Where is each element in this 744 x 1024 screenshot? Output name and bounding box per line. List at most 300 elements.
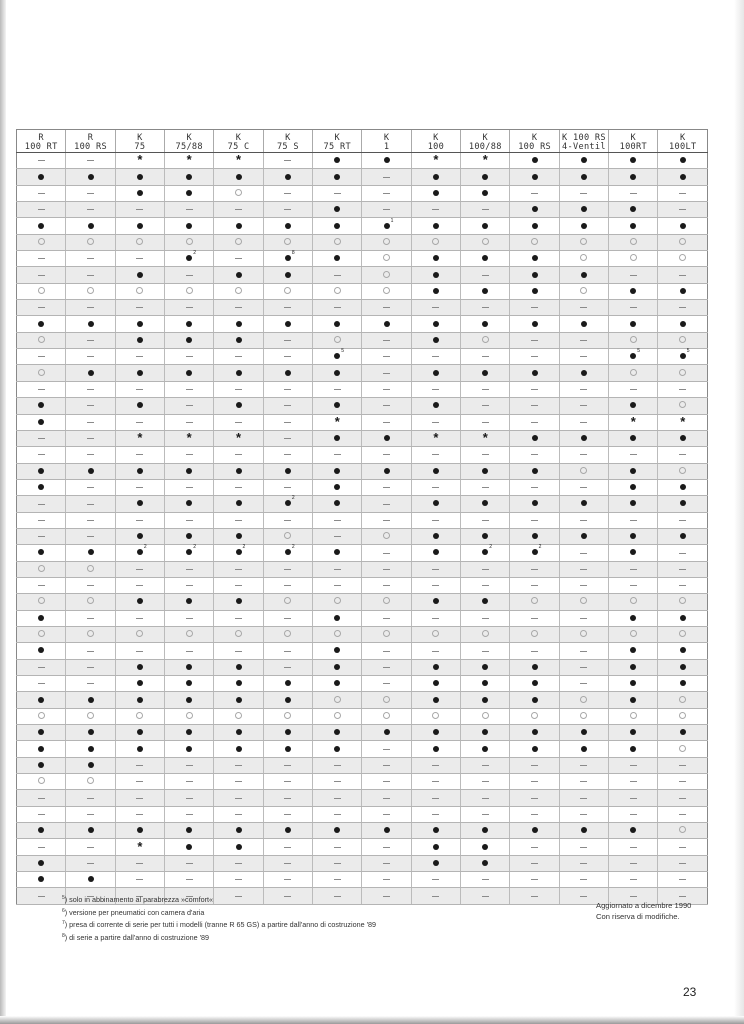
table-cell: [609, 430, 658, 446]
ring-mark: [38, 287, 45, 294]
table-cell: [362, 577, 411, 593]
dash-mark: [482, 585, 489, 586]
table-cell: [165, 610, 214, 626]
dash-mark: [580, 585, 587, 586]
table-cell: [362, 185, 411, 201]
dot-mark: [88, 549, 94, 555]
table-cell: [66, 790, 115, 806]
table-cell: [609, 659, 658, 675]
table-cell: [214, 594, 263, 610]
dash-mark: [383, 814, 390, 815]
dot-mark: [482, 321, 488, 327]
dash-mark: [580, 651, 587, 652]
table-row: [17, 872, 708, 888]
dot-mark: [285, 223, 291, 229]
ring-mark: [679, 597, 686, 604]
dash-mark: [630, 389, 637, 390]
dash-mark: [235, 863, 242, 864]
table-cell: [362, 153, 411, 169]
table-cell: [115, 316, 164, 332]
dash-mark: [482, 651, 489, 652]
table-cell: [313, 169, 362, 185]
ring-mark: [580, 696, 587, 703]
table-cell: [362, 512, 411, 528]
dash-mark: [284, 307, 291, 308]
dash-mark: [432, 209, 439, 210]
table-cell: [362, 349, 411, 365]
table-cell: [510, 594, 559, 610]
table-cell: [461, 806, 510, 822]
model-header: R 100 RS: [66, 130, 115, 153]
table-cell: [658, 267, 708, 283]
table-cell: [609, 381, 658, 397]
table-cell: [658, 153, 708, 169]
dot-mark: [384, 435, 390, 441]
ring-mark: [432, 238, 439, 245]
dot-mark: [532, 729, 538, 735]
table-cell: [510, 626, 559, 642]
table-cell: [17, 823, 66, 839]
table-cell: [658, 512, 708, 528]
dash-mark: [432, 389, 439, 390]
dash-mark: [87, 193, 94, 194]
table-cell: [263, 561, 312, 577]
dash-mark: [580, 454, 587, 455]
table-cell: [411, 741, 460, 757]
dash-mark: [383, 651, 390, 652]
table-cell: [411, 725, 460, 741]
dash-mark: [87, 847, 94, 848]
dash-mark: [186, 765, 193, 766]
table-cell: [510, 676, 559, 692]
dot-mark: [482, 860, 488, 866]
table-cell: [362, 676, 411, 692]
table-cell: [658, 430, 708, 446]
table-cell: [461, 676, 510, 692]
dash-mark: [186, 275, 193, 276]
footnote-8: $^8$) di serie a partire dall'anno di costruzione '89: [62, 932, 209, 942]
table-cell: [461, 185, 510, 201]
dash-mark: [383, 618, 390, 619]
table-cell: [411, 332, 460, 348]
dot-mark: [285, 544, 295, 555]
table-cell: [66, 381, 115, 397]
table-cell: [165, 463, 214, 479]
dash-mark: [334, 389, 341, 390]
table-cell: [411, 398, 460, 414]
dash-mark: [679, 879, 686, 880]
ring-mark: [383, 532, 390, 539]
table-cell: [658, 708, 708, 724]
footnote-ref: 5: [637, 348, 641, 355]
table-cell: [411, 447, 460, 463]
dash-mark: [383, 798, 390, 799]
table-cell: [362, 496, 411, 512]
dash-mark: [284, 814, 291, 815]
dot-mark: [482, 370, 488, 376]
dash-mark: [235, 307, 242, 308]
dot-mark: [38, 615, 44, 621]
dash-mark: [531, 847, 538, 848]
dash-mark: [38, 275, 45, 276]
dot-mark: [630, 157, 636, 163]
table-cell: [263, 855, 312, 871]
table-cell: [115, 855, 164, 871]
table-cell: [263, 594, 312, 610]
table-cell: [658, 349, 708, 365]
table-cell: [165, 872, 214, 888]
table-cell: [66, 234, 115, 250]
dot-mark: [482, 190, 488, 196]
dash-mark: [531, 585, 538, 586]
dash-mark: [383, 781, 390, 782]
table-cell: [609, 365, 658, 381]
table-cell: [362, 545, 411, 561]
dot-mark: [482, 680, 488, 686]
table-cell: [263, 381, 312, 397]
dash-mark: [482, 520, 489, 521]
star-mark: *: [236, 152, 242, 168]
table-cell: [165, 643, 214, 659]
table-cell: [461, 839, 510, 855]
table-cell: [609, 626, 658, 642]
table-cell: [17, 626, 66, 642]
table-cell: [559, 447, 608, 463]
table-cell: [313, 316, 362, 332]
table-cell: [559, 398, 608, 414]
table-cell: [658, 577, 708, 593]
table-cell: [461, 790, 510, 806]
dash-mark: [87, 585, 94, 586]
dash-mark: [136, 569, 143, 570]
table-cell: [214, 610, 263, 626]
table-cell: [165, 774, 214, 790]
dash-mark: [136, 585, 143, 586]
table-cell: [559, 692, 608, 708]
ring-mark: [334, 336, 341, 343]
table-cell: [559, 545, 608, 561]
model-header: K 1: [362, 130, 411, 153]
dash-mark: [383, 487, 390, 488]
table-cell: [461, 610, 510, 626]
dash-mark: [383, 879, 390, 880]
page-number: 23: [683, 985, 697, 999]
table-row: [17, 267, 708, 283]
dash-mark: [334, 569, 341, 570]
ring-mark: [679, 467, 686, 474]
dot-mark: [38, 697, 44, 703]
table-cell: [461, 218, 510, 234]
dot-mark: [581, 827, 587, 833]
ring-mark: [334, 287, 341, 294]
table-cell: [17, 479, 66, 495]
dot-mark: [384, 157, 390, 163]
dot-mark: [38, 419, 44, 425]
table-cell: [66, 332, 115, 348]
table-cell: [165, 528, 214, 544]
dash-mark: [284, 389, 291, 390]
dot-mark: [88, 321, 94, 327]
table-cell: [362, 643, 411, 659]
dash-mark: [432, 356, 439, 357]
dash-mark: [87, 504, 94, 505]
table-cell: [609, 185, 658, 201]
table-cell: [263, 365, 312, 381]
table-cell: [510, 398, 559, 414]
dash-mark: [136, 454, 143, 455]
table-cell: [214, 251, 263, 267]
table-cell: [115, 790, 164, 806]
table-cell: [411, 872, 460, 888]
dot-mark: [630, 664, 636, 670]
table-cell: [658, 872, 708, 888]
ring-mark: [87, 565, 94, 572]
model-header: K 100RT: [609, 130, 658, 153]
dash-mark: [136, 781, 143, 782]
dot-mark: [334, 549, 340, 555]
table-cell: [17, 610, 66, 626]
table-cell: [461, 332, 510, 348]
dash-mark: [38, 356, 45, 357]
dash-mark: [630, 193, 637, 194]
dash-mark: [630, 307, 637, 308]
table-cell: [17, 528, 66, 544]
table-cell: [165, 447, 214, 463]
dot-mark: [38, 402, 44, 408]
table-cell: [411, 610, 460, 626]
dash-mark: [383, 569, 390, 570]
table-cell: [214, 267, 263, 283]
table-cell: [66, 202, 115, 218]
dash-mark: [284, 520, 291, 521]
dot-mark: [680, 647, 686, 653]
table-cell: [115, 757, 164, 773]
dash-mark: [136, 863, 143, 864]
table-row: [17, 741, 708, 757]
table-cell: [609, 774, 658, 790]
dash-mark: [383, 307, 390, 308]
table-cell: [609, 725, 658, 741]
dash-mark: [580, 553, 587, 554]
table-cell: [609, 202, 658, 218]
dot-mark: [433, 598, 439, 604]
dot-mark: [137, 746, 143, 752]
table-cell: [17, 512, 66, 528]
dash-mark: [136, 520, 143, 521]
table-cell: [461, 757, 510, 773]
dot-mark: [581, 206, 587, 212]
dot-mark: [88, 876, 94, 882]
dot-mark: [38, 827, 44, 833]
table-cell: [411, 430, 460, 446]
dot-mark: [285, 495, 295, 506]
ring-mark: [580, 712, 587, 719]
table-cell: [658, 806, 708, 822]
table-cell: [17, 267, 66, 283]
dot-mark: [285, 729, 291, 735]
star-mark: *: [236, 430, 242, 446]
table-cell: [461, 447, 510, 463]
table-row: [17, 398, 708, 414]
dot-mark: [334, 348, 345, 359]
star-mark: *: [186, 430, 192, 446]
ring-mark: [38, 597, 45, 604]
dash-mark: [87, 405, 94, 406]
dot-mark: [334, 484, 340, 490]
table-cell: [362, 839, 411, 855]
table-row: [17, 757, 708, 773]
table-cell: [214, 528, 263, 544]
table-cell: [17, 692, 66, 708]
dash-mark: [87, 422, 94, 423]
table-cell: [115, 872, 164, 888]
table-cell: [510, 757, 559, 773]
dash-mark: [38, 896, 45, 897]
table-cell: [559, 234, 608, 250]
dot-mark: [285, 321, 291, 327]
dot-mark: [433, 500, 439, 506]
dot-mark: [630, 206, 636, 212]
dash-mark: [679, 814, 686, 815]
table-cell: [461, 430, 510, 446]
ring-mark: [630, 238, 637, 245]
table-cell: [263, 577, 312, 593]
table-cell: [362, 365, 411, 381]
dot-mark: [433, 337, 439, 343]
dash-mark: [580, 847, 587, 848]
table-row: [17, 169, 708, 185]
dot-mark: [186, 250, 196, 261]
dash-mark: [334, 585, 341, 586]
table-cell: [658, 676, 708, 692]
dot-mark: [482, 468, 488, 474]
dash-mark: [630, 765, 637, 766]
dot-mark: [38, 468, 44, 474]
table-cell: [263, 316, 312, 332]
dash-mark: [679, 389, 686, 390]
table-cell: [411, 153, 460, 169]
table-cell: [66, 349, 115, 365]
dash-mark: [383, 193, 390, 194]
table-cell: [362, 234, 411, 250]
dash-mark: [531, 569, 538, 570]
ring-mark: [383, 254, 390, 261]
ring-mark: [334, 597, 341, 604]
dot-mark: [532, 174, 538, 180]
dot-mark: [532, 827, 538, 833]
dot-mark: [532, 223, 538, 229]
table-cell: [411, 757, 460, 773]
footnote-ref: 2: [489, 544, 493, 551]
dash-mark: [580, 863, 587, 864]
dash-mark: [284, 340, 291, 341]
ring-mark: [679, 696, 686, 703]
table-cell: [115, 839, 164, 855]
ring-mark: [432, 630, 439, 637]
table-row: [17, 643, 708, 659]
dash-mark: [38, 683, 45, 684]
ring-mark: [580, 287, 587, 294]
ring-mark: [38, 565, 45, 572]
dot-mark: [334, 223, 340, 229]
table-cell: [411, 855, 460, 871]
table-cell: [461, 234, 510, 250]
dash-mark: [186, 651, 193, 652]
dash-mark: [87, 651, 94, 652]
dot-mark: [236, 746, 242, 752]
table-cell: [165, 332, 214, 348]
table-cell: [115, 561, 164, 577]
table-cell: [165, 414, 214, 430]
dash-mark: [334, 307, 341, 308]
dash-mark: [580, 798, 587, 799]
dot-mark: [236, 697, 242, 703]
dash-mark: [284, 618, 291, 619]
dot-mark: [38, 729, 44, 735]
dot-mark: [137, 500, 143, 506]
table-cell: [559, 594, 608, 610]
table-cell: [461, 398, 510, 414]
ring-mark: [432, 712, 439, 719]
dot-mark: [581, 500, 587, 506]
table-cell: [362, 381, 411, 397]
table-cell: [510, 610, 559, 626]
table-cell: [313, 757, 362, 773]
dot-mark: [236, 533, 242, 539]
table-cell: [66, 479, 115, 495]
table-cell: [510, 512, 559, 528]
dot-mark: [236, 729, 242, 735]
dash-mark: [87, 454, 94, 455]
dash-mark: [580, 814, 587, 815]
table-row: [17, 218, 708, 234]
table-cell: [362, 332, 411, 348]
ring-mark: [284, 287, 291, 294]
footnote-ref: 2: [193, 250, 196, 257]
table-cell: [411, 839, 460, 855]
dash-mark: [531, 781, 538, 782]
table-cell: [17, 741, 66, 757]
dash-mark: [531, 651, 538, 652]
table-cell: [461, 169, 510, 185]
table-cell: [362, 872, 411, 888]
ring-mark: [87, 238, 94, 245]
table-cell: [263, 202, 312, 218]
dash-mark: [432, 454, 439, 455]
dot-mark: [38, 223, 44, 229]
table-cell: [66, 626, 115, 642]
table-row: [17, 577, 708, 593]
dot-mark: [236, 468, 242, 474]
table-row: [17, 512, 708, 528]
table-cell: [66, 643, 115, 659]
table-cell: [165, 806, 214, 822]
dash-mark: [432, 422, 439, 423]
table-cell: [214, 332, 263, 348]
ring-mark: [580, 630, 587, 637]
ring-mark: [630, 712, 637, 719]
table-cell: [214, 806, 263, 822]
table-cell: [609, 676, 658, 692]
table-cell: [263, 626, 312, 642]
table-cell: [313, 708, 362, 724]
table-cell: [17, 708, 66, 724]
dot-mark: [384, 729, 390, 735]
table-cell: [17, 398, 66, 414]
dot-mark: [236, 680, 242, 686]
dash-mark: [87, 618, 94, 619]
table-cell: [263, 153, 312, 169]
